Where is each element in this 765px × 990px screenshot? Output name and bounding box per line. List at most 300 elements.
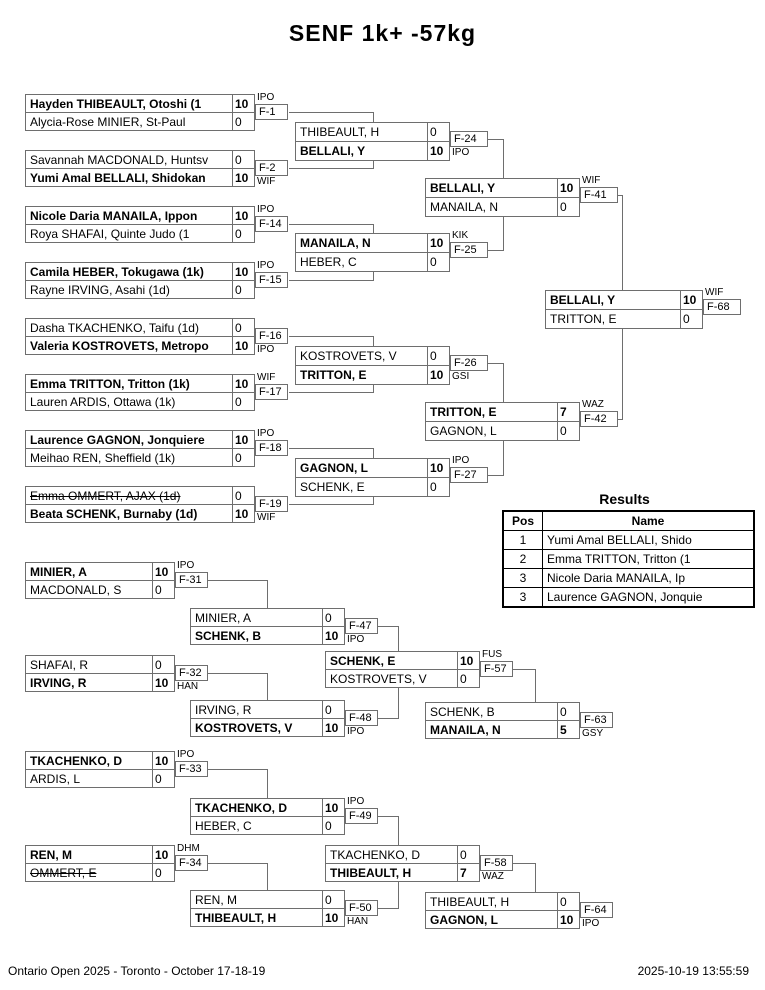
competitor-name: THIBEAULT, H <box>195 910 277 925</box>
competitor-row <box>190 798 345 817</box>
results-table <box>502 510 755 608</box>
competitor-name: REN, M <box>195 892 237 907</box>
score-cell: 0 <box>232 487 254 504</box>
match-code: F-58 <box>480 855 513 871</box>
connector-line <box>503 363 504 403</box>
competitor-row <box>295 122 450 142</box>
competitor-row <box>25 150 255 169</box>
competitor-row <box>295 141 450 161</box>
connector-line <box>208 580 267 581</box>
score-cell: 0 <box>322 817 344 834</box>
connector-line <box>398 882 399 909</box>
competitor-row <box>295 346 450 366</box>
competitor-name: TRITTON, E <box>300 368 367 382</box>
score-cell: 10 <box>152 752 174 769</box>
competitor-row <box>295 233 450 253</box>
win-type-label: WAZ <box>482 871 504 882</box>
result-pos: 3 <box>503 569 543 588</box>
win-type-label: WIF <box>257 372 276 383</box>
win-type-label: IPO <box>452 147 470 158</box>
competitor-name: Lauren ARDIS, Ottawa (1k) <box>30 394 176 409</box>
competitor-name: MINIER, A <box>195 610 252 625</box>
connector-line <box>503 441 504 476</box>
competitor-name: SCHENK, B <box>430 704 495 719</box>
connector-line <box>289 336 373 337</box>
competitor-row <box>295 365 450 385</box>
match-code: F-18 <box>255 440 288 456</box>
competitor-row <box>295 477 450 497</box>
match-f58 <box>325 845 480 882</box>
connector-line <box>267 673 268 701</box>
competitor-row <box>25 673 175 692</box>
match-f41 <box>425 178 580 217</box>
competitor-name: MANAILA, N <box>430 722 501 737</box>
score-cell: 0 <box>232 113 254 130</box>
match-f42 <box>425 402 580 441</box>
win-type-label: IPO <box>257 204 275 215</box>
competitor-name: TKACHENKO, D <box>195 800 287 815</box>
match-code: F-68 <box>703 299 741 315</box>
match-f1 <box>25 94 255 131</box>
score-cell: 10 <box>232 169 254 186</box>
connector-line <box>398 626 399 652</box>
win-type-label: HAN <box>347 916 369 927</box>
win-type-label: DHM <box>177 843 200 854</box>
win-type-label: IPO <box>257 428 275 439</box>
competitor-row <box>325 845 480 864</box>
competitor-name: MACDONALD, S <box>30 582 122 597</box>
competitor-row <box>425 910 580 929</box>
competitor-name: THIBEAULT, H <box>330 865 412 880</box>
competitor-name: TRITTON, E <box>430 405 497 419</box>
competitor-row <box>190 816 345 835</box>
match-f17 <box>25 374 255 411</box>
match-code: F-2 <box>255 160 288 176</box>
competitor-name: Rayne IRVING, Asahi (1d) <box>30 282 170 297</box>
results-header-row <box>503 511 754 531</box>
competitor-row <box>190 626 345 645</box>
result-pos: 1 <box>503 531 543 550</box>
competitor-name: Nicole Daria MANAILA, Ippon <box>30 208 198 223</box>
score-cell: 0 <box>152 581 174 598</box>
score-cell: 0 <box>152 656 174 673</box>
connector-line <box>513 863 535 864</box>
competitor-row <box>25 562 175 581</box>
competitor-name: Alycia-Rose MINIER, St-Paul <box>30 114 186 129</box>
competitor-name: Emma TRITTON, Tritton (1k) <box>30 376 190 391</box>
score-cell: 10 <box>232 207 254 224</box>
competitor-name: BELLALI, Y <box>550 293 616 307</box>
match-f32 <box>25 655 175 692</box>
competitor-name: SCHENK, E <box>300 480 365 494</box>
win-type-label: IPO <box>177 560 195 571</box>
score-cell: 0 <box>427 347 449 365</box>
connector-line <box>289 448 373 449</box>
match-f33 <box>25 751 175 788</box>
competitor-name: Beata SCHENK, Burnaby (1d) <box>30 506 198 521</box>
win-type-label: IPO <box>347 796 365 807</box>
score-cell: 0 <box>680 310 702 328</box>
result-name: Yumi Amal BELLALI, Shido <box>543 531 755 550</box>
result-name: Emma TRITTON, Tritton (1 <box>543 550 755 569</box>
score-cell: 10 <box>427 366 449 384</box>
competitor-name: REN, M <box>30 847 72 862</box>
competitor-name: Roya SHAFAI, Quinte Judo (1 <box>30 226 190 241</box>
competitor-row <box>425 720 580 739</box>
connector-line <box>503 217 504 251</box>
result-pos: 2 <box>503 550 543 569</box>
match-code: F-57 <box>480 661 513 677</box>
competitor-name: Yumi Amal BELLALI, Shidokan <box>30 170 206 185</box>
match-code: F-64 <box>580 902 613 918</box>
score-cell: 10 <box>322 799 344 816</box>
score-cell: 0 <box>322 701 344 718</box>
score-cell: 10 <box>152 563 174 580</box>
score-cell: 10 <box>322 627 344 644</box>
match-f25 <box>295 233 450 272</box>
score-cell: 0 <box>232 449 254 466</box>
competitor-row <box>25 863 175 882</box>
connector-line <box>267 580 268 609</box>
competitor-row <box>25 486 255 505</box>
connector-line <box>488 363 504 364</box>
score-cell: 10 <box>322 909 344 926</box>
competitor-name: Camila HEBER, Tokugawa (1k) <box>30 264 204 279</box>
competitor-name: MANAILA, N <box>300 236 371 250</box>
match-f24 <box>295 122 450 161</box>
match-code: F-34 <box>175 855 208 871</box>
table-row <box>503 569 754 588</box>
score-cell: 10 <box>557 911 579 928</box>
score-cell: 10 <box>427 459 449 477</box>
connector-line <box>488 250 504 251</box>
score-cell: 0 <box>152 770 174 787</box>
connector-line <box>622 195 623 291</box>
competitor-row <box>190 608 345 627</box>
competitor-row <box>325 669 480 688</box>
win-type-label: KIK <box>452 230 469 241</box>
competitor-row <box>425 402 580 422</box>
competitor-name: THIBEAULT, H <box>430 894 510 909</box>
score-cell: 10 <box>232 431 254 448</box>
match-f64 <box>425 892 580 929</box>
competitor-row <box>25 94 255 113</box>
match-f34 <box>25 845 175 882</box>
competitor-name: SHAFAI, R <box>30 657 89 672</box>
competitor-name: TKACHENKO, D <box>330 847 421 862</box>
match-code: F-48 <box>345 710 378 726</box>
competitor-row <box>25 448 255 467</box>
competitor-name: IRVING, R <box>30 675 87 690</box>
competitor-name: KOSTROVETS, V <box>330 671 427 686</box>
result-name: Nicole Daria MANAILA, Ip <box>543 569 755 588</box>
win-type-label: GSI <box>452 371 470 382</box>
match-code: F-1 <box>255 104 288 120</box>
score-cell: 10 <box>232 337 254 354</box>
match-code: F-42 <box>580 411 618 427</box>
connector-line <box>488 475 504 476</box>
score-cell: 10 <box>232 95 254 112</box>
competitor-name: BELLALI, Y <box>300 144 366 158</box>
win-type-label: GSY <box>582 728 604 739</box>
competitor-row <box>25 168 255 187</box>
competitor-row <box>425 178 580 198</box>
win-type-label: IPO <box>257 344 275 355</box>
connector-line <box>488 139 504 140</box>
score-cell: 0 <box>427 478 449 496</box>
match-f57 <box>325 651 480 688</box>
match-f48 <box>190 700 345 737</box>
match-code: F-25 <box>450 242 488 258</box>
score-cell: 7 <box>557 403 579 421</box>
competitor-row <box>25 504 255 523</box>
table-row <box>503 588 754 608</box>
score-cell: 0 <box>322 609 344 626</box>
competitor-row <box>25 112 255 131</box>
score-cell: 10 <box>232 263 254 280</box>
match-code: F-47 <box>345 618 378 634</box>
result-pos: 3 <box>503 588 543 608</box>
competitor-row <box>295 252 450 272</box>
match-code: F-14 <box>255 216 288 232</box>
connector-line <box>373 496 374 505</box>
score-cell: 10 <box>152 846 174 863</box>
competitor-row <box>25 318 255 337</box>
competitor-name: GAGNON, L <box>430 424 497 438</box>
competitor-row <box>190 718 345 737</box>
score-cell: 10 <box>322 719 344 736</box>
score-cell: 0 <box>232 225 254 242</box>
competitor-name: TRITTON, E <box>550 312 617 326</box>
score-cell: 0 <box>557 198 579 216</box>
match-f18 <box>25 430 255 467</box>
competitor-row <box>190 700 345 719</box>
score-cell: 0 <box>232 393 254 410</box>
competitor-row <box>25 262 255 281</box>
connector-line <box>208 673 267 674</box>
win-type-label: WAZ <box>582 399 604 410</box>
connector-line <box>208 863 267 864</box>
score-cell: 5 <box>557 721 579 738</box>
score-cell: 0 <box>457 670 479 687</box>
match-f49 <box>190 798 345 835</box>
score-cell: 10 <box>427 142 449 160</box>
table-row <box>503 531 754 550</box>
match-code: F-33 <box>175 761 208 777</box>
competitor-row <box>295 458 450 478</box>
competitor-name: SCHENK, B <box>195 628 262 643</box>
win-type-label: IPO <box>347 634 365 645</box>
score-cell: 0 <box>232 281 254 298</box>
competitor-name: Savannah MACDONALD, Huntsv <box>30 152 209 167</box>
match-code: F-31 <box>175 572 208 588</box>
match-f47 <box>190 608 345 645</box>
match-code: F-27 <box>450 467 488 483</box>
score-cell: 10 <box>557 179 579 197</box>
connector-line <box>622 329 623 420</box>
connector-line <box>289 504 373 505</box>
match-f16 <box>25 318 255 355</box>
competitor-name: MINIER, A <box>30 564 87 579</box>
competitor-row <box>25 769 175 788</box>
competitor-name: Meihao REN, Sheffield (1k) <box>30 450 176 465</box>
competitor-name: THIBEAULT, H <box>300 125 380 139</box>
match-code: F-24 <box>450 131 488 147</box>
result-name: Laurence GAGNON, Jonquie <box>543 588 755 608</box>
score-cell: 0 <box>232 151 254 168</box>
competitor-name: GAGNON, L <box>430 912 498 927</box>
competitor-row <box>425 421 580 441</box>
results-title: Results <box>599 491 650 507</box>
connector-line <box>513 669 535 670</box>
match-code: F-26 <box>450 355 488 371</box>
connector-line <box>373 384 374 393</box>
competitor-row <box>545 290 703 310</box>
match-code: F-32 <box>175 665 208 681</box>
competitor-name: SCHENK, E <box>330 653 396 668</box>
score-cell: 10 <box>457 652 479 669</box>
competitor-name: ARDIS, L <box>30 771 81 786</box>
results-col-pos: Pos <box>503 511 543 531</box>
competitor-row <box>25 374 255 393</box>
competitor-name: Dasha TKACHENKO, Taifu (1d) <box>30 320 199 335</box>
win-type-label: WIF <box>582 175 601 186</box>
match-f68 <box>545 290 703 329</box>
score-cell: 10 <box>152 674 174 691</box>
connector-line <box>289 392 373 393</box>
connector-line <box>535 669 536 703</box>
match-code: F-15 <box>255 272 288 288</box>
match-f63 <box>425 702 580 739</box>
score-cell: 0 <box>557 893 579 910</box>
competitor-row <box>325 651 480 670</box>
print-timestamp: 2025-10-19 13:55:59 <box>637 964 749 978</box>
table-row <box>503 550 754 569</box>
competitor-name: HEBER, C <box>300 255 357 269</box>
connector-line <box>373 271 374 281</box>
win-type-label: IPO <box>257 92 275 103</box>
win-type-label: IPO <box>257 260 275 271</box>
match-code: F-49 <box>345 808 378 824</box>
connector-line <box>535 863 536 893</box>
competitor-row <box>25 206 255 225</box>
page-title: SENF 1k+ -57kg <box>288 20 477 46</box>
score-cell: 0 <box>557 703 579 720</box>
score-cell: 0 <box>322 891 344 908</box>
competitor-name: MANAILA, N <box>430 200 499 214</box>
score-cell: 0 <box>152 864 174 881</box>
score-cell: 0 <box>427 123 449 141</box>
competitor-row <box>25 580 175 599</box>
connector-line <box>373 160 374 169</box>
competitor-name: KOSTROVETS, V <box>195 720 293 735</box>
competitor-name: BELLALI, Y <box>430 181 496 195</box>
competitor-name: OMMERT, E <box>30 865 97 880</box>
competitor-name: TKACHENKO, D <box>30 753 122 768</box>
match-code: F-63 <box>580 712 613 728</box>
match-f15 <box>25 262 255 299</box>
results-col-name: Name <box>543 511 755 531</box>
competitor-row <box>190 890 345 909</box>
match-f19 <box>25 486 255 523</box>
competitor-name: Hayden THIBEAULT, Otoshi (1 <box>30 96 202 111</box>
competitor-row <box>25 280 255 299</box>
connector-line <box>378 718 399 719</box>
event-info: Ontario Open 2025 - Toronto - October 17-18-19 <box>8 964 266 978</box>
connector-line <box>289 280 373 281</box>
score-cell: 0 <box>557 422 579 440</box>
competitor-name: KOSTROVETS, V <box>300 349 397 363</box>
win-type-label: IPO <box>582 918 600 929</box>
win-type-label: WIF <box>257 176 276 187</box>
match-f14 <box>25 206 255 243</box>
connector-line <box>267 769 268 799</box>
connector-line <box>398 816 399 846</box>
competitor-name: GAGNON, L <box>300 461 368 475</box>
competitor-name: Laurence GAGNON, Jonquiere <box>30 432 205 447</box>
match-f31 <box>25 562 175 599</box>
connector-line <box>378 908 399 909</box>
match-f2 <box>25 150 255 187</box>
score-cell: 10 <box>427 234 449 252</box>
competitor-name: Emma OMMERT, AJAX (1d) <box>30 488 181 503</box>
win-type-label: WIF <box>257 512 276 523</box>
match-code: F-41 <box>580 187 618 203</box>
connector-line <box>267 863 268 891</box>
score-cell: 10 <box>680 291 702 309</box>
competitor-row <box>425 702 580 721</box>
match-f27 <box>295 458 450 497</box>
connector-line <box>289 112 373 113</box>
competitor-row <box>25 845 175 864</box>
connector-line <box>398 688 399 719</box>
connector-line <box>208 769 267 770</box>
connector-line <box>289 224 373 225</box>
competitor-row <box>25 336 255 355</box>
competitor-row <box>190 908 345 927</box>
win-type-label: IPO <box>452 455 470 466</box>
connector-line <box>378 626 399 627</box>
match-code: F-17 <box>255 384 288 400</box>
win-type-label: IPO <box>177 749 195 760</box>
competitor-row <box>25 430 255 449</box>
score-cell: 0 <box>457 846 479 863</box>
competitor-row <box>25 655 175 674</box>
competitor-row <box>25 392 255 411</box>
win-type-label: HAN <box>177 681 199 692</box>
score-cell: 10 <box>232 505 254 522</box>
competitor-row <box>325 863 480 882</box>
match-code: F-50 <box>345 900 378 916</box>
competitor-name: IRVING, R <box>195 702 252 717</box>
competitor-row <box>425 892 580 911</box>
connector-line <box>503 139 504 179</box>
competitor-name: Valeria KOSTROVETS, Metropo <box>30 338 209 353</box>
score-cell: 0 <box>232 319 254 336</box>
win-type-label: IPO <box>347 726 365 737</box>
score-cell: 10 <box>232 375 254 392</box>
competitor-row <box>25 224 255 243</box>
connector-line <box>378 816 399 817</box>
competitor-name: HEBER, C <box>195 818 252 833</box>
match-f50 <box>190 890 345 927</box>
competitor-row <box>545 309 703 329</box>
score-cell: 7 <box>457 864 479 881</box>
score-cell: 0 <box>427 253 449 271</box>
connector-line <box>289 168 373 169</box>
competitor-row <box>425 197 580 217</box>
win-type-label: FUS <box>482 649 502 660</box>
